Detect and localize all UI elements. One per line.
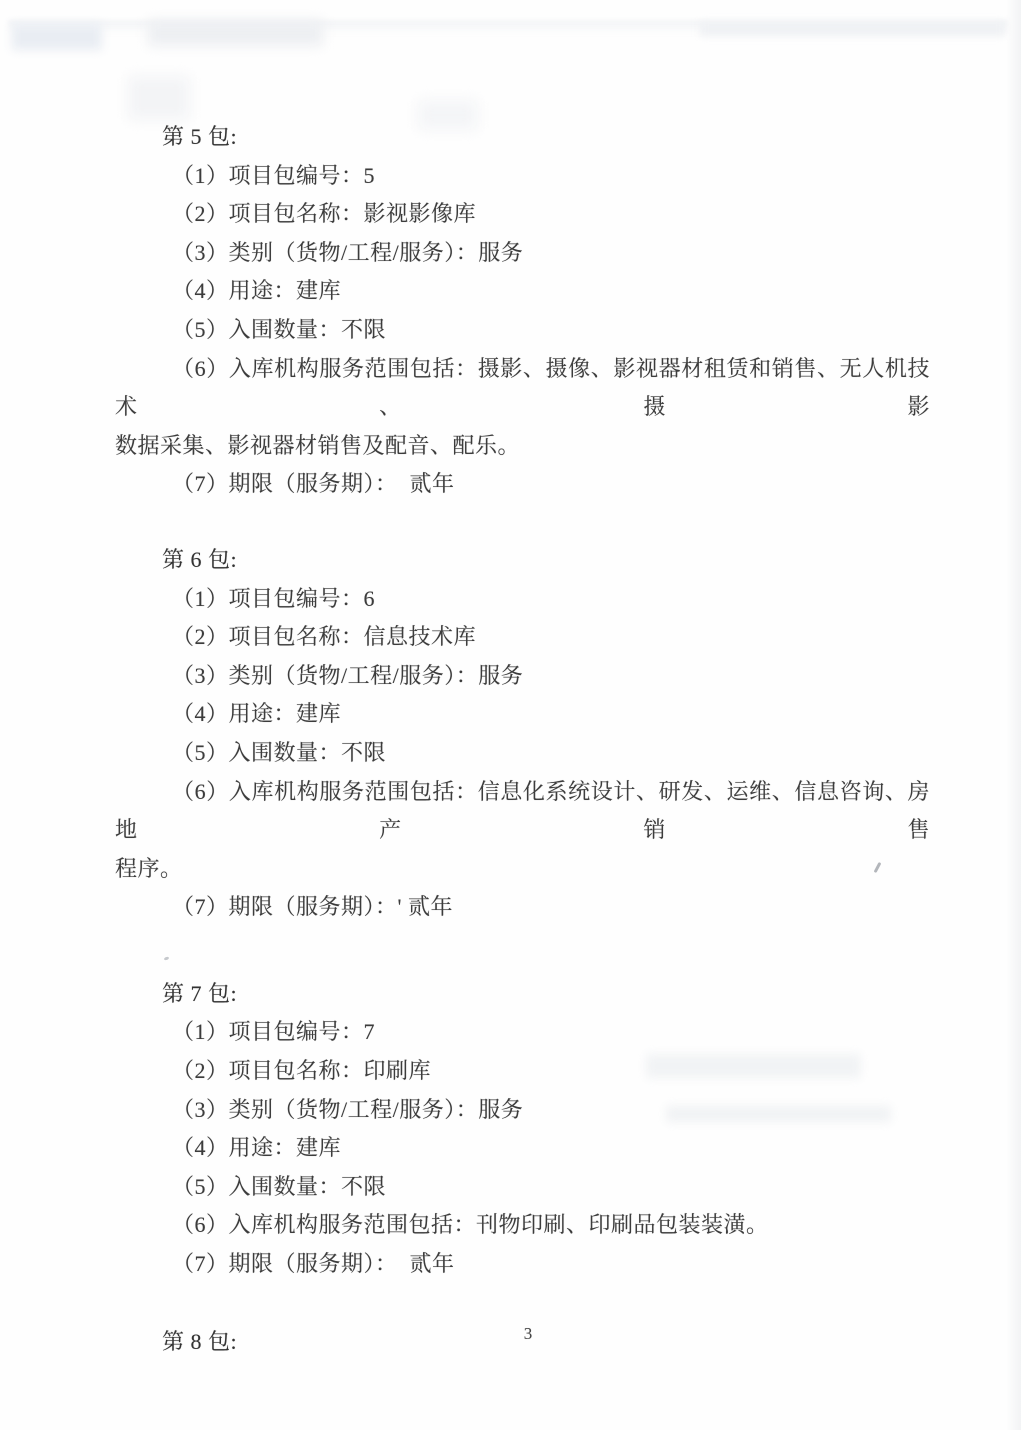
package-detail-line: （6）入库机构服务范围包括：摄影、摄像、影视器材租赁和销售、无人机技术、摄影 — [115, 355, 930, 420]
package-heading: 第 7 包: — [162, 980, 238, 1006]
package-detail-line: （2）项目包名称：信息技术库 — [172, 624, 477, 650]
package-heading: 第 6 包: — [162, 546, 238, 572]
scan-artifact-blob — [128, 76, 190, 120]
package-detail-line: （5）入围数量：不限 — [172, 316, 387, 342]
package-detail-line: （5）入围数量：不限 — [172, 1173, 387, 1199]
scan-artifact-top-right — [700, 22, 1005, 36]
package-detail-line: （4）用途：建库 — [172, 278, 342, 304]
package-detail-line: （1）项目包编号：6 — [172, 585, 376, 611]
page-number: 3 — [523, 1324, 533, 1343]
package-detail-line: （7）期限（服务期）：' 贰年 — [172, 894, 453, 920]
package-detail-line: （4）用途：建库 — [172, 701, 342, 727]
package-section — [115, 975, 930, 1284]
package-detail-line: （4）用途：建库 — [172, 1135, 342, 1161]
scan-artifact-top-middle — [148, 20, 323, 46]
package-heading: 第 5 包: — [162, 124, 238, 149]
package-detail-line: （2）项目包名称：印刷库 — [172, 1058, 432, 1084]
package-detail-line: （5）入围数量：不限 — [172, 739, 387, 765]
package-detail-line: （3）类别（货物/工程/服务）：服务 — [172, 662, 524, 688]
package-detail-line: （3）类别（货物/工程/服务）：服务 — [172, 1096, 524, 1122]
scan-artifact-top-left — [12, 24, 102, 50]
scan-artifact-top-band — [8, 20, 1008, 34]
package-detail-line: （7）期限（服务期）： 贰年 — [172, 471, 455, 497]
package-detail-line: （6）入库机构服务范围包括：刊物印刷、印刷品包装装潢。 — [172, 1212, 769, 1238]
package-detail-line: 数据采集、影视器材销售及配音、配乐。 — [115, 432, 521, 458]
scan-artifact-right-edge — [1006, 0, 1021, 1430]
package-detail-line: （2）项目包名称：影视影像库 — [172, 201, 477, 227]
package-section — [115, 541, 930, 927]
package-detail-line: 程序。 — [115, 855, 183, 881]
package-section — [115, 118, 930, 504]
package-detail-line: （3）类别（货物/工程/服务）：服务 — [172, 239, 524, 265]
package-heading: 第 8 包: — [162, 1328, 238, 1354]
package-detail-line: （1）项目包编号：7 — [172, 1019, 376, 1045]
package-detail-line: （6）入库机构服务范围包括：信息化系统设计、研发、运维、信息咨询、房地产销售 — [115, 778, 930, 843]
package-detail-line: （7）期限（服务期）： 贰年 — [172, 1251, 455, 1277]
document-body — [115, 118, 930, 1361]
package-detail-line: （1）项目包编号：5 — [172, 162, 376, 188]
